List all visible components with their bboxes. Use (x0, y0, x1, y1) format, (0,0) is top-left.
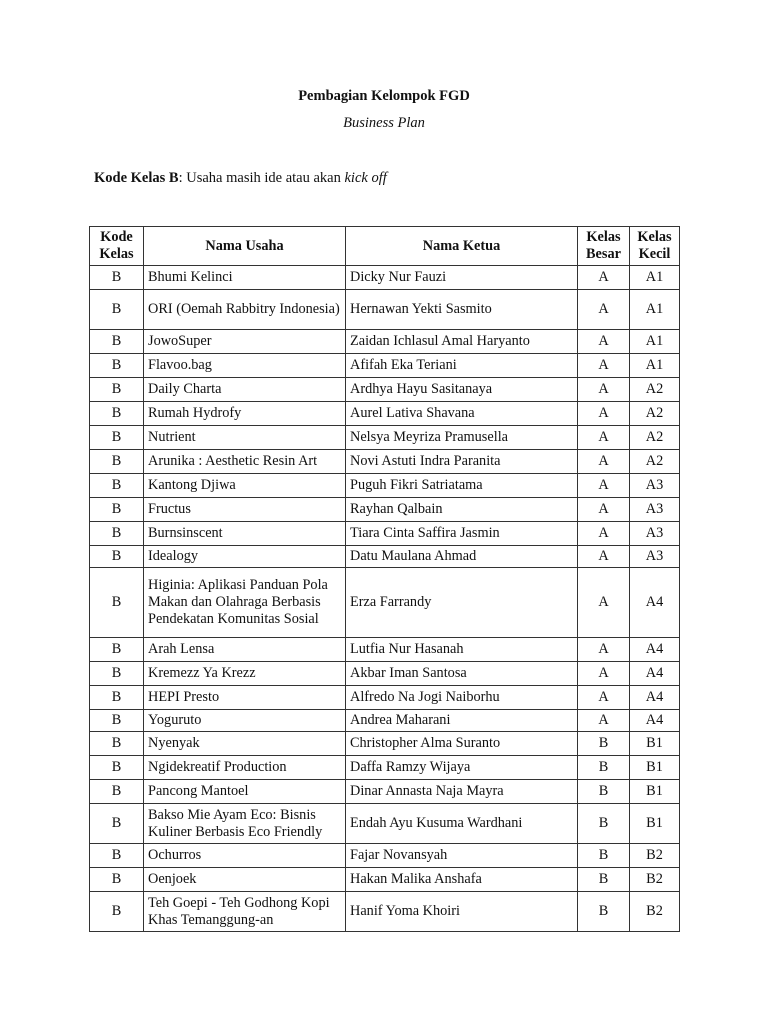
cell-kelas-besar: A (578, 522, 630, 546)
cell-nama-usaha: Yoguruto (144, 710, 346, 732)
cell-kode-kelas: B (90, 474, 144, 498)
cell-kelas-besar: A (578, 662, 630, 686)
cell-kelas-besar: A (578, 290, 630, 330)
cell-kelas-besar: B (578, 844, 630, 868)
cell-kelas-besar: B (578, 732, 630, 756)
cell-nama-usaha: Fructus (144, 498, 346, 522)
cell-kelas-besar: A (578, 710, 630, 732)
cell-kelas-kecil: B2 (630, 868, 680, 892)
cell-nama-ketua: Ardhya Hayu Sasitanaya (346, 378, 578, 402)
cell-kelas-besar: A (578, 638, 630, 662)
cell-nama-ketua: Aurel Lativa Shavana (346, 402, 578, 426)
cell-kode-kelas: B (90, 354, 144, 378)
cell-kelas-kecil: A4 (630, 686, 680, 710)
cell-kelas-besar: A (578, 474, 630, 498)
table-row (90, 868, 680, 892)
header-nama-usaha: Nama Usaha (144, 227, 346, 266)
cell-nama-usaha: Arunika : Aesthetic Resin Art (144, 450, 346, 474)
cell-kode-kelas: B (90, 780, 144, 804)
cell-kelas-besar: A (578, 546, 630, 568)
cell-kelas-kecil: A2 (630, 378, 680, 402)
class-code-emphasis: kick off (344, 170, 387, 186)
cell-kelas-kecil: A3 (630, 498, 680, 522)
cell-kelas-kecil: A4 (630, 662, 680, 686)
cell-kode-kelas: B (90, 662, 144, 686)
cell-nama-ketua: Hakan Malika Anshafa (346, 868, 578, 892)
cell-kelas-besar: A (578, 266, 630, 290)
cell-kelas-kecil: B1 (630, 780, 680, 804)
cell-nama-usaha: Pancong Mantoel (144, 780, 346, 804)
cell-kelas-besar: B (578, 756, 630, 780)
cell-nama-ketua: Tiara Cinta Saffira Jasmin (346, 522, 578, 546)
cell-kode-kelas: B (90, 568, 144, 638)
cell-kelas-kecil: A4 (630, 638, 680, 662)
cell-kelas-kecil: A3 (630, 474, 680, 498)
table-row (90, 662, 680, 686)
table-row (90, 892, 680, 932)
cell-kode-kelas: B (90, 546, 144, 568)
cell-kelas-besar: B (578, 780, 630, 804)
cell-kelas-kecil: B1 (630, 732, 680, 756)
cell-kelas-besar: A (578, 568, 630, 638)
cell-kode-kelas: B (90, 378, 144, 402)
table-row (90, 474, 680, 498)
table-row (90, 804, 680, 844)
document-title: Pembagian Kelompok FGD (298, 88, 470, 104)
cell-nama-ketua: Daffa Ramzy Wijaya (346, 756, 578, 780)
table-row (90, 756, 680, 780)
cell-kode-kelas: B (90, 450, 144, 474)
cell-kelas-kecil: A2 (630, 450, 680, 474)
cell-kelas-kecil: A4 (630, 568, 680, 638)
group-table (89, 226, 680, 932)
cell-kelas-besar: A (578, 426, 630, 450)
cell-nama-ketua: Andrea Maharani (346, 710, 578, 732)
cell-kode-kelas: B (90, 868, 144, 892)
table-row (90, 450, 680, 474)
cell-kode-kelas: B (90, 426, 144, 450)
cell-kelas-kecil: A4 (630, 710, 680, 732)
cell-nama-usaha: Oenjoek (144, 868, 346, 892)
cell-kelas-kecil: A2 (630, 402, 680, 426)
table-row (90, 498, 680, 522)
cell-kelas-kecil: A3 (630, 522, 680, 546)
table-row (90, 290, 680, 330)
cell-nama-usaha: Bhumi Kelinci (144, 266, 346, 290)
table-row (90, 522, 680, 546)
cell-kode-kelas: B (90, 804, 144, 844)
cell-kode-kelas: B (90, 522, 144, 546)
table-row (90, 266, 680, 290)
cell-nama-ketua: Dinar Annasta Naja Mayra (346, 780, 578, 804)
header-nama-ketua: Nama Ketua (346, 227, 578, 266)
header-kelas-besar: Kelas Besar (578, 227, 630, 266)
cell-nama-ketua: Lutfia Nur Hasanah (346, 638, 578, 662)
cell-nama-ketua: Datu Maulana Ahmad (346, 546, 578, 568)
cell-kode-kelas: B (90, 710, 144, 732)
table-header-row (90, 227, 680, 266)
cell-kode-kelas: B (90, 402, 144, 426)
cell-kelas-besar: A (578, 686, 630, 710)
cell-kode-kelas: B (90, 756, 144, 780)
class-code-description: : Usaha masih ide atau akan (178, 170, 345, 186)
cell-nama-ketua: Novi Astuti Indra Paranita (346, 450, 578, 474)
cell-nama-ketua: Rayhan Qalbain (346, 498, 578, 522)
table-body (90, 266, 680, 932)
cell-kelas-besar: A (578, 354, 630, 378)
table-row (90, 710, 680, 732)
cell-nama-usaha: Ochurros (144, 844, 346, 868)
table-row (90, 568, 680, 638)
cell-nama-usaha: ORI (Oemah Rabbitry Indonesia) (144, 290, 346, 330)
table-row (90, 402, 680, 426)
cell-nama-usaha: Flavoo.bag (144, 354, 346, 378)
document-subtitle: Business Plan (343, 115, 425, 131)
cell-kelas-kecil: B2 (630, 844, 680, 868)
table-row (90, 780, 680, 804)
cell-kode-kelas: B (90, 266, 144, 290)
cell-nama-usaha: Higinia: Aplikasi Panduan Pola Makan dan Olahraga Berbasis Pendekatan Komunitas Sosial (144, 568, 346, 638)
cell-kode-kelas: B (90, 290, 144, 330)
table-row (90, 686, 680, 710)
class-code-label: Kode Kelas B (94, 170, 179, 186)
cell-kelas-besar: A (578, 498, 630, 522)
cell-nama-usaha: Ngidekreatif Production (144, 756, 346, 780)
cell-kelas-besar: B (578, 868, 630, 892)
cell-nama-ketua: Puguh Fikri Satriatama (346, 474, 578, 498)
cell-kelas-kecil: A1 (630, 290, 680, 330)
cell-nama-usaha: HEPI Presto (144, 686, 346, 710)
cell-nama-usaha: Daily Charta (144, 378, 346, 402)
cell-kelas-besar: A (578, 402, 630, 426)
cell-kode-kelas: B (90, 844, 144, 868)
cell-kode-kelas: B (90, 892, 144, 932)
cell-kelas-kecil: B1 (630, 804, 680, 844)
cell-kelas-kecil: A1 (630, 266, 680, 290)
cell-nama-ketua: Hernawan Yekti Sasmito (346, 290, 578, 330)
cell-nama-ketua: Dicky Nur Fauzi (346, 266, 578, 290)
cell-nama-usaha: Nyenyak (144, 732, 346, 756)
cell-kode-kelas: B (90, 686, 144, 710)
cell-nama-usaha: Kremezz Ya Krezz (144, 662, 346, 686)
cell-nama-ketua: Alfredo Na Jogi Naiborhu (346, 686, 578, 710)
cell-kelas-besar: B (578, 804, 630, 844)
cell-kelas-kecil: A1 (630, 330, 680, 354)
cell-kelas-kecil: A3 (630, 546, 680, 568)
table-row (90, 354, 680, 378)
cell-nama-ketua: Christopher Alma Suranto (346, 732, 578, 756)
table-row (90, 546, 680, 568)
cell-nama-ketua: Erza Farrandy (346, 568, 578, 638)
cell-nama-usaha: Burnsinscent (144, 522, 346, 546)
cell-kode-kelas: B (90, 498, 144, 522)
cell-kelas-besar: A (578, 330, 630, 354)
cell-kelas-kecil: A1 (630, 354, 680, 378)
cell-kode-kelas: B (90, 638, 144, 662)
cell-nama-ketua: Afifah Eka Teriani (346, 354, 578, 378)
cell-nama-usaha: Idealogy (144, 546, 346, 568)
cell-nama-usaha: Bakso Mie Ayam Eco: Bisnis Kuliner Berbasis Eco Friendly (144, 804, 346, 844)
cell-nama-usaha: Kantong Djiwa (144, 474, 346, 498)
cell-nama-usaha: Nutrient (144, 426, 346, 450)
cell-kelas-kecil: B2 (630, 892, 680, 932)
cell-nama-usaha: JowoSuper (144, 330, 346, 354)
table-row (90, 378, 680, 402)
table-row (90, 330, 680, 354)
cell-kelas-besar: A (578, 450, 630, 474)
table-row (90, 732, 680, 756)
header-kode-kelas: Kode Kelas (90, 227, 144, 266)
table-row (90, 638, 680, 662)
cell-kelas-kecil: B1 (630, 756, 680, 780)
cell-kelas-kecil: A2 (630, 426, 680, 450)
cell-nama-ketua: Fajar Novansyah (346, 844, 578, 868)
cell-nama-ketua: Zaidan Ichlasul Amal Haryanto (346, 330, 578, 354)
cell-nama-ketua: Endah Ayu Kusuma Wardhani (346, 804, 578, 844)
cell-nama-usaha: Rumah Hydrofy (144, 402, 346, 426)
cell-kode-kelas: B (90, 330, 144, 354)
header-kelas-kecil: Kelas Kecil (630, 227, 680, 266)
cell-nama-ketua: Hanif Yoma Khoiri (346, 892, 578, 932)
cell-kelas-besar: A (578, 378, 630, 402)
table-row (90, 426, 680, 450)
class-code-note (94, 170, 387, 187)
cell-nama-usaha: Arah Lensa (144, 638, 346, 662)
cell-nama-ketua: Akbar Iman Santosa (346, 662, 578, 686)
cell-nama-usaha: Teh Goepi - Teh Godhong Kopi Khas Temanggung-an (144, 892, 346, 932)
cell-kelas-besar: B (578, 892, 630, 932)
table-row (90, 844, 680, 868)
cell-nama-ketua: Nelsya Meyriza Pramusella (346, 426, 578, 450)
cell-kode-kelas: B (90, 732, 144, 756)
